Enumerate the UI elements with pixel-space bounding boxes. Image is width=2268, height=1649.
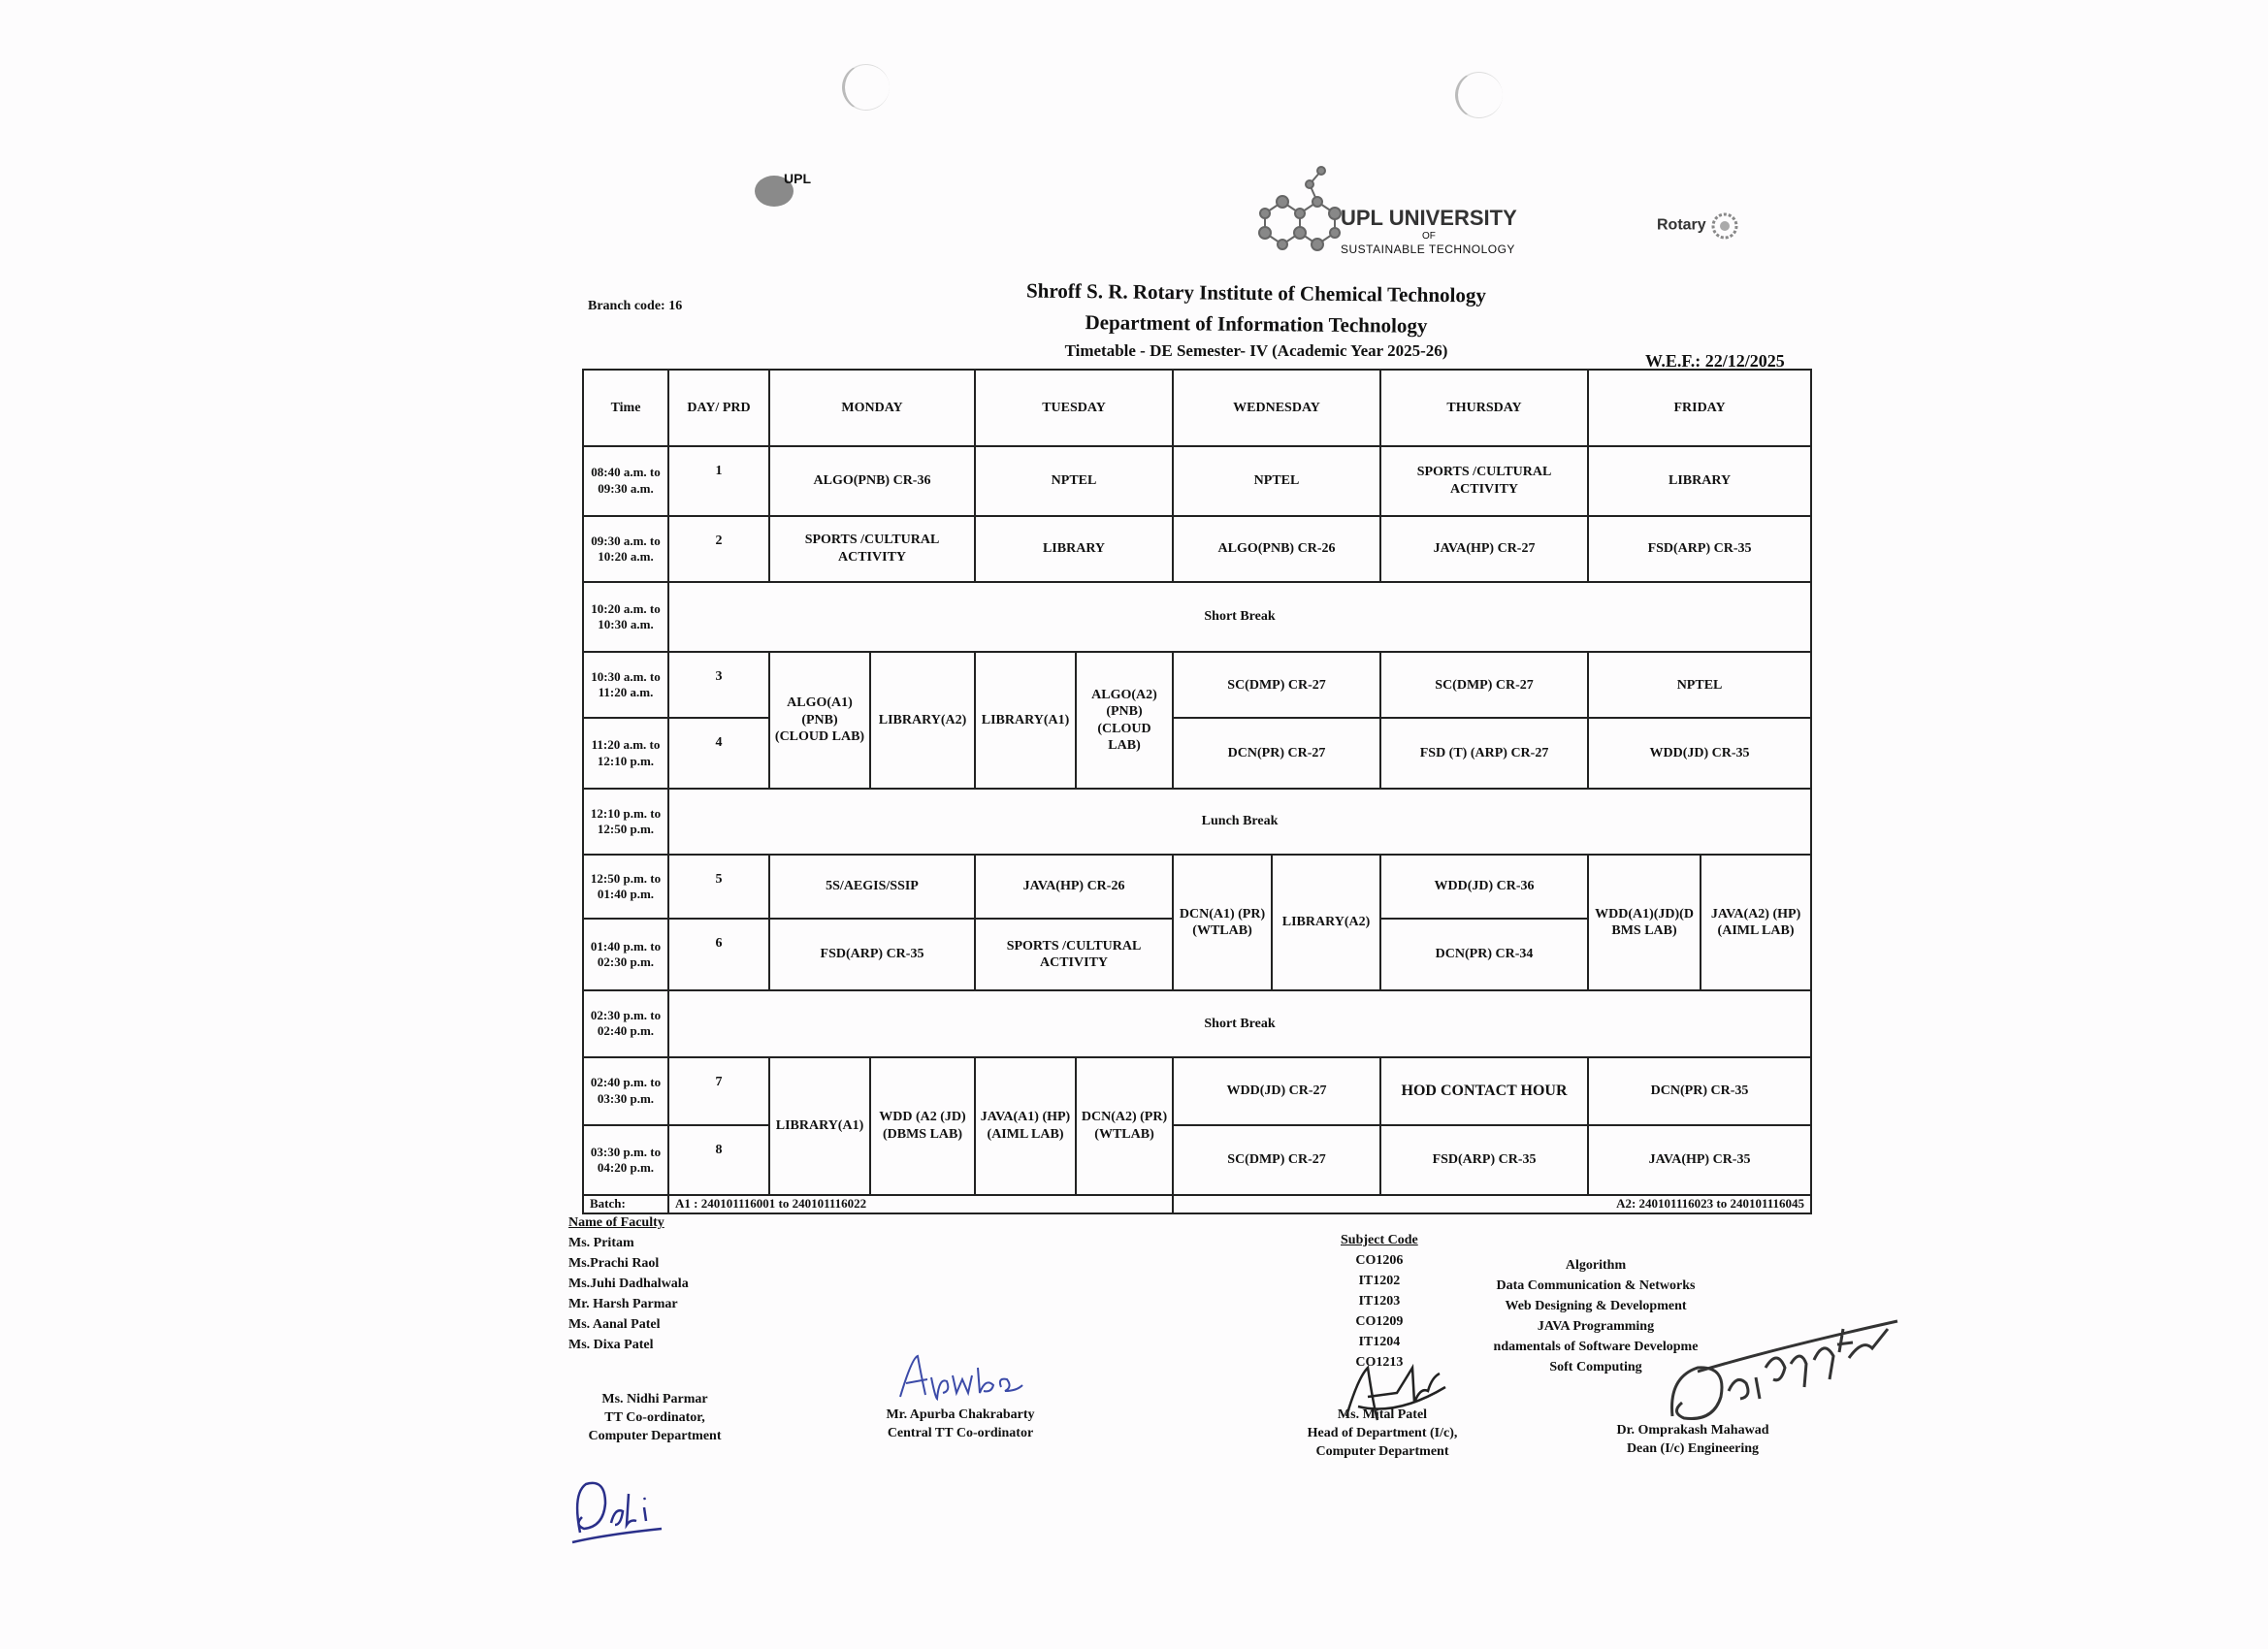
period-cell: 2	[668, 516, 769, 582]
subject-name: Web Designing & Development	[1505, 1299, 1687, 1313]
lab-cell: DCN(A1) (PR) (WTLAB)	[1173, 855, 1272, 990]
col-tuesday: TUESDAY	[975, 370, 1173, 446]
slot-cell: SC(DMP) CR-27	[1173, 1125, 1380, 1195]
lab-cell: WDD(A1)(JD)(D BMS LAB)	[1588, 855, 1701, 990]
slot-cell: SC(DMP) CR-27	[1173, 652, 1380, 718]
lab-cell: LIBRARY(A1)	[769, 1057, 870, 1196]
lab-cell: DCN(A2) (PR) (WTLAB)	[1076, 1057, 1173, 1196]
col-wednesday: WEDNESDAY	[1173, 370, 1380, 446]
subject-name: Algorithm	[1565, 1258, 1627, 1273]
wef-date: W.E.F.: 22/12/2025	[1645, 351, 1785, 371]
subject-name: ndamentals of Software Developme	[1493, 1340, 1699, 1354]
lab-cell: LIBRARY(A1)	[975, 652, 1076, 788]
time-cell: 10:20 a.m. to 10:30 a.m.	[583, 582, 668, 652]
small-logo	[753, 171, 811, 210]
slot-cell: LIBRARY	[1588, 446, 1811, 516]
time-cell: 02:30 p.m. to 02:40 p.m.	[583, 990, 668, 1056]
time-cell: 02:40 p.m. to 03:30 p.m.	[583, 1057, 668, 1125]
lab-cell: LIBRARY(A2)	[1272, 855, 1380, 990]
lunch-break-cell: Lunch Break	[668, 789, 1811, 855]
time-cell: 08:40 a.m. to 09:30 a.m.	[583, 446, 668, 516]
signature-nidhi	[567, 1465, 673, 1552]
slot-cell: NPTEL	[1173, 446, 1380, 516]
signature-mital	[1339, 1348, 1455, 1426]
branch-code: Branch code: 16	[588, 299, 683, 313]
row-short-break-1	[583, 582, 1811, 652]
subject-code: IT1202	[1358, 1274, 1401, 1288]
slot-cell: 5S/AEGIS/SSIP	[769, 855, 975, 919]
subject-code: CO1209	[1355, 1314, 1404, 1329]
period-cell: 8	[668, 1125, 769, 1195]
slot-cell: WDD(JD) CR-35	[1588, 718, 1811, 788]
small-logo-text: UPL	[784, 171, 811, 186]
signature-omprakash	[1659, 1310, 1901, 1436]
lab-cell: ALGO(A2) (PNB) (CLOUD LAB)	[1076, 652, 1173, 788]
signatory-role: Dean (I/c) Engineering	[1626, 1440, 1760, 1456]
slot-cell: JAVA(HP) CR-26	[975, 855, 1173, 919]
faculty-name: Ms.Prachi Raol	[568, 1256, 660, 1271]
slot-cell: DCN(PR) CR-35	[1588, 1057, 1811, 1125]
subject-code: CO1213	[1355, 1355, 1404, 1370]
subject-name: Soft Computing	[1549, 1360, 1642, 1374]
row-period-5	[583, 855, 1811, 919]
institute-name: Shroff S. R. Rotary Institute of Chemical Technology	[1025, 278, 1487, 307]
signatory-tt-coordinator	[572, 1391, 737, 1446]
period-cell: 4	[668, 718, 769, 788]
row-short-break-2	[583, 990, 1811, 1056]
period-cell: 1	[668, 446, 769, 516]
slot-cell: FSD(ARP) CR-35	[1588, 516, 1811, 582]
col-time: Time	[583, 370, 668, 446]
row-period-4	[583, 718, 1811, 788]
batch-a1: A1 : 240101116001 to 240101116022	[668, 1195, 1173, 1213]
signatory-role: Computer Department	[1315, 1443, 1449, 1459]
molecule-icon	[1251, 163, 1348, 270]
col-friday: FRIDAY	[1588, 370, 1811, 446]
signatory-role: TT Co-ordinator,	[604, 1409, 705, 1425]
slot-cell: LIBRARY	[975, 516, 1173, 582]
signatory-role: Central TT Co-ordinator	[887, 1425, 1034, 1440]
time-cell: 03:30 p.m. to 04:20 p.m.	[583, 1125, 668, 1195]
signatory-name: Mr. Apurba Chakrabarty	[886, 1407, 1035, 1422]
slot-cell: JAVA(HP) CR-35	[1588, 1125, 1811, 1195]
period-cell: 7	[668, 1057, 769, 1125]
row-period-2	[583, 516, 1811, 582]
row-period-3	[583, 652, 1811, 718]
university-of: OF	[1422, 231, 1436, 242]
time-cell: 11:20 a.m. to 12:10 p.m.	[583, 718, 668, 788]
signatory-central-coordinator	[859, 1406, 1061, 1443]
header-row	[583, 370, 1811, 446]
faculty-name: Ms. Dixa Patel	[568, 1338, 654, 1352]
batch-row	[583, 1195, 1811, 1213]
subject-code: IT1204	[1358, 1335, 1401, 1349]
timetable	[582, 369, 1812, 1214]
time-cell: 01:40 p.m. to 02:30 p.m.	[583, 919, 668, 990]
subject-name: Data Communication & Networks	[1496, 1278, 1696, 1293]
rotary-logo	[1657, 211, 1739, 241]
slot-cell: FSD(ARP) CR-35	[1380, 1125, 1588, 1195]
university-logo	[1251, 163, 1542, 270]
signatory-name: Ms. Mital Patel	[1337, 1407, 1428, 1422]
faculty-name: Mr. Harsh Parmar	[568, 1297, 678, 1311]
signatory-role: Head of Department (I/c),	[1307, 1425, 1458, 1440]
lab-cell: JAVA(A2) (HP) (AIML LAB)	[1701, 855, 1811, 990]
batch-label: Batch:	[583, 1195, 668, 1213]
row-period-7	[583, 1057, 1811, 1125]
punch-hole-left	[842, 64, 890, 111]
time-cell: 09:30 a.m. to 10:20 a.m.	[583, 516, 668, 582]
col-monday: MONDAY	[769, 370, 975, 446]
signatory-role: Computer Department	[588, 1428, 722, 1443]
department-name: Department of Information Technology	[1085, 310, 1428, 338]
row-period-8	[583, 1125, 1811, 1195]
period-cell: 6	[668, 919, 769, 990]
slot-cell: NPTEL	[975, 446, 1173, 516]
subject-code: CO1206	[1355, 1253, 1404, 1268]
university-tagline: SUSTAINABLE TECHNOLOGY	[1341, 242, 1515, 256]
slot-cell: SC(DMP) CR-27	[1380, 652, 1588, 718]
row-lunch-break	[583, 789, 1811, 855]
row-period-1	[583, 446, 1811, 516]
slot-cell: HOD CONTACT HOUR	[1380, 1057, 1588, 1125]
punch-hole-right	[1455, 72, 1503, 118]
col-thursday: THURSDAY	[1380, 370, 1588, 446]
col-day-prd: DAY/ PRD	[668, 370, 769, 446]
slot-cell: DCN(PR) CR-27	[1173, 718, 1380, 788]
slot-cell: WDD(JD) CR-27	[1173, 1057, 1380, 1125]
lab-cell: JAVA(A1) (HP) (AIML LAB)	[975, 1057, 1076, 1196]
slot-cell: ALGO(PNB) CR-36	[769, 446, 975, 516]
time-cell: 12:10 p.m. to 12:50 p.m.	[583, 789, 668, 855]
timetable-title: Timetable - DE Semester- IV (Academic Year 2025-26)	[1064, 341, 1448, 360]
slot-cell: WDD(JD) CR-36	[1380, 855, 1588, 919]
period-cell: 3	[668, 652, 769, 718]
slot-cell: NPTEL	[1588, 652, 1811, 718]
period-cell: 5	[668, 855, 769, 919]
signature-apurba	[892, 1348, 1028, 1406]
short-break-cell: Short Break	[668, 990, 1811, 1056]
time-cell: 12:50 p.m. to 01:40 p.m.	[583, 855, 668, 919]
faculty-heading: Name of Faculty	[568, 1215, 664, 1230]
subject-heading: Subject Code	[1341, 1233, 1418, 1247]
batch-a2: A2: 240101116023 to 240101116045	[1173, 1195, 1811, 1213]
subject-name: JAVA Programming	[1537, 1319, 1655, 1334]
short-break-cell: Short Break	[668, 582, 1811, 652]
slot-cell: DCN(PR) CR-34	[1380, 919, 1588, 990]
slot-cell: SPORTS /CULTURAL ACTIVITY	[1380, 446, 1588, 516]
lab-cell: LIBRARY(A2)	[870, 652, 975, 788]
rotary-text: Rotary	[1657, 216, 1706, 234]
faculty-name: Ms. Aanal Patel	[568, 1317, 661, 1332]
time-cell: 10:30 a.m. to 11:20 a.m.	[583, 652, 668, 718]
slot-cell: FSD (T) (ARP) CR-27	[1380, 718, 1588, 788]
slot-cell: JAVA(HP) CR-27	[1380, 516, 1588, 582]
lab-cell: ALGO(A1) (PNB) (CLOUD LAB)	[769, 652, 870, 788]
lab-cell: WDD (A2 (JD) (DBMS LAB)	[870, 1057, 975, 1196]
signatory-name: Dr. Omprakash Mahawad	[1616, 1423, 1769, 1438]
signatory-name: Ms. Nidhi Parmar	[601, 1392, 708, 1406]
faculty-name: Ms.Juhi Dadhalwala	[568, 1277, 689, 1291]
slot-cell: ALGO(PNB) CR-26	[1173, 516, 1380, 582]
university-name: UPL UNIVERSITY	[1341, 206, 1517, 230]
subject-code: IT1203	[1358, 1294, 1401, 1309]
slot-cell: SPORTS /CULTURAL ACTIVITY	[975, 919, 1173, 990]
slot-cell: FSD(ARP) CR-35	[769, 919, 975, 990]
faculty-name: Ms. Pritam	[568, 1236, 634, 1250]
slot-cell: SPORTS /CULTURAL ACTIVITY	[769, 516, 975, 582]
rotary-wheel-icon	[1710, 211, 1739, 241]
faculty-list	[568, 1212, 689, 1355]
